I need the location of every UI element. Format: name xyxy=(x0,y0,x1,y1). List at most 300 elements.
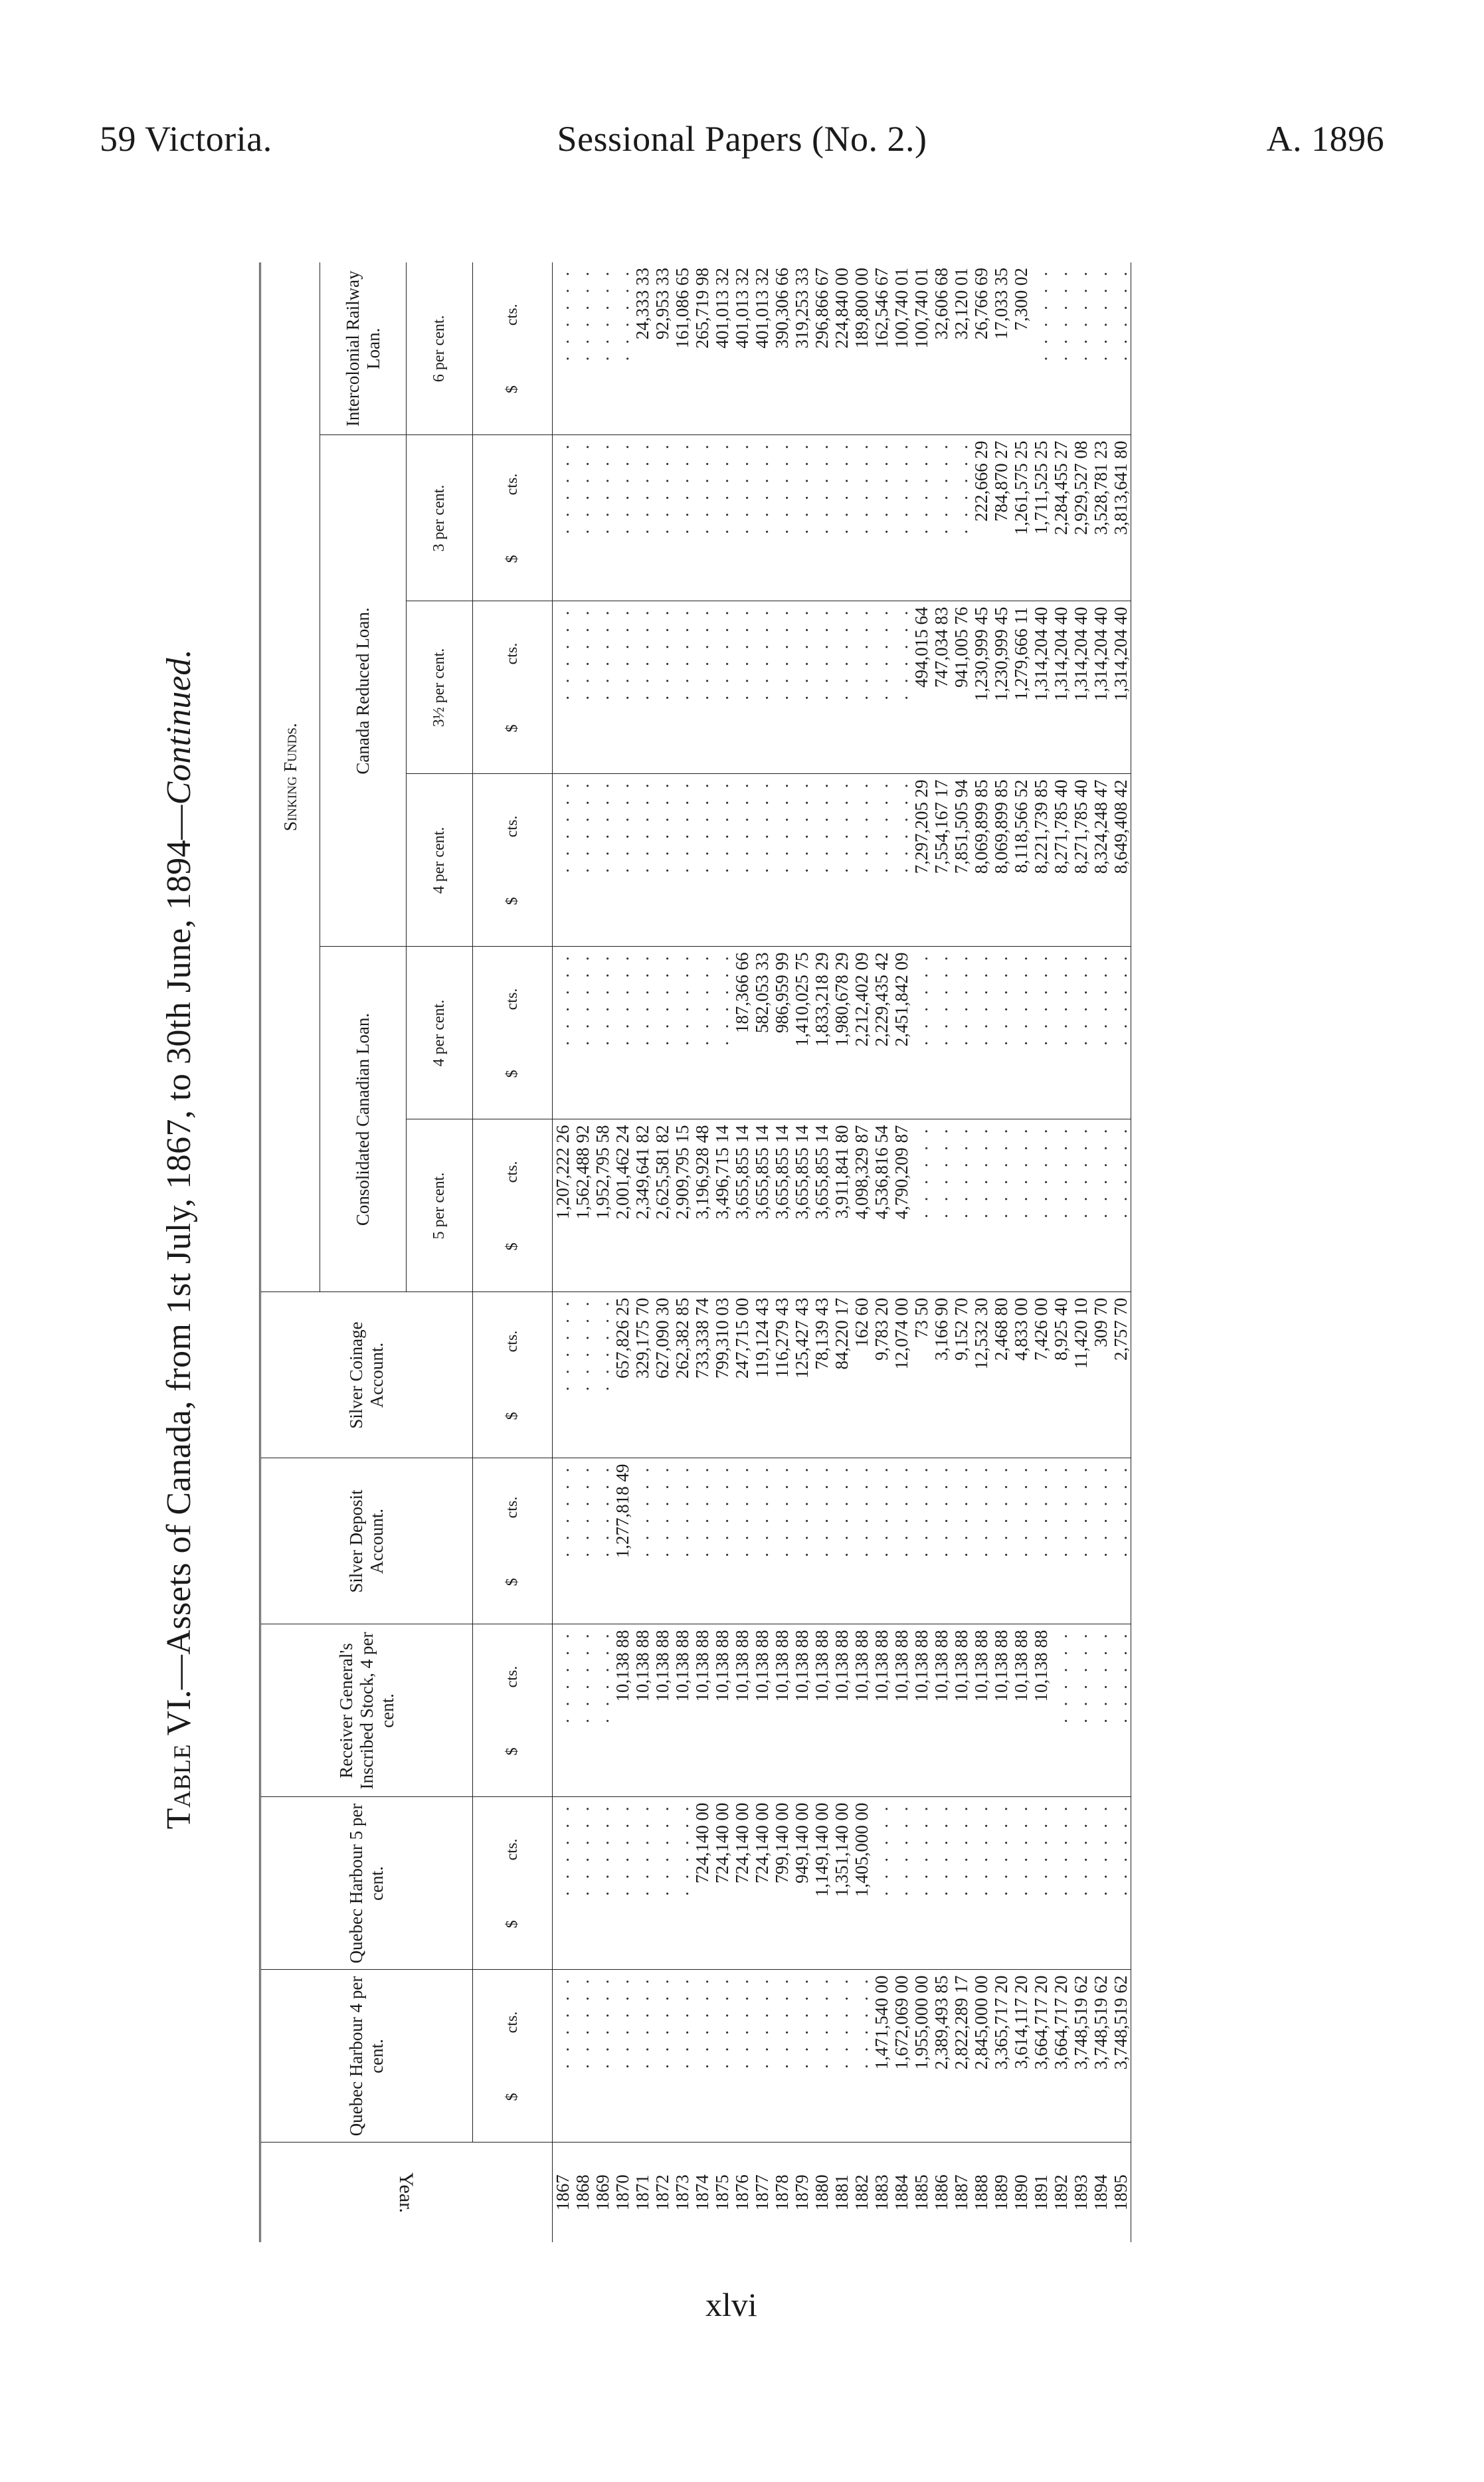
value-cell: 657,826 25 xyxy=(612,1292,632,1458)
year-cell: 1880 xyxy=(812,2174,832,2211)
value-cell: 1,314,204 40 xyxy=(1071,601,1091,774)
value-cell: 125,427 43 xyxy=(792,1292,812,1458)
dotted-cell: . . . . . . xyxy=(832,601,852,774)
value-cell: 3,748,519 62 xyxy=(1071,1970,1091,2143)
reduced-3-5-header: 3½ per cent. xyxy=(407,601,473,774)
dotted-cell: . . . . . . xyxy=(1091,262,1111,435)
value-cell: 32,120 01 xyxy=(951,262,971,435)
table-row xyxy=(553,262,573,2242)
sinking-funds-header: Sinking Funds. xyxy=(260,262,320,1292)
value-cell: 10,138 88 xyxy=(891,1624,911,1797)
value-cell: 8,069,899 85 xyxy=(991,774,1011,947)
dotted-cell: . . . . . . xyxy=(891,601,911,774)
table-row xyxy=(1071,262,1091,2242)
value-cell: 11,420 10 xyxy=(1071,1292,1091,1458)
value-cell: 1,672,069 00 xyxy=(891,1970,911,2143)
table-row xyxy=(692,262,712,2242)
dotted-cell: . . . . . . xyxy=(593,435,612,601)
value-cell: 10,138 88 xyxy=(1011,1624,1031,1797)
value-cell: 2,822,289 17 xyxy=(951,1970,971,2143)
dollar-sign: $ xyxy=(504,1242,521,1251)
year-cell: 1867 xyxy=(553,2174,573,2211)
year-cell: 1888 xyxy=(971,2174,991,2211)
dollar-sign: $ xyxy=(504,1920,521,1929)
units-cell xyxy=(473,1970,553,2143)
value-cell: 784,870 27 xyxy=(991,435,1011,601)
value-cell: 799,140 00 xyxy=(772,1797,792,1970)
dotted-cell: . . . . . . xyxy=(872,774,891,947)
dotted-cell: . . . . . . xyxy=(573,774,593,947)
table-row xyxy=(772,262,792,2242)
dotted-cell: . . . . . . xyxy=(632,1458,652,1624)
value-cell: 10,138 88 xyxy=(672,1624,692,1797)
cents-label: cts. xyxy=(504,1496,521,1519)
dotted-cell: . . . . . . xyxy=(1091,1624,1111,1797)
value-cell: 329,175 70 xyxy=(632,1292,652,1458)
dotted-cell: . . . . . . xyxy=(632,435,652,601)
dotted-cell: . . . . . . xyxy=(573,1970,593,2143)
dotted-cell: . . . . . . xyxy=(1111,1624,1131,1797)
year-cell: 1873 xyxy=(672,2174,692,2211)
value-cell: 10,138 88 xyxy=(712,1624,732,1797)
value-cell: 4,833 00 xyxy=(1011,1292,1031,1458)
header-session: 59 Victoria. xyxy=(100,119,272,159)
table-title-suffix: Continued. xyxy=(160,648,198,805)
dotted-cell: . . . . . . xyxy=(752,774,772,947)
dotted-cell: . . . . . . xyxy=(553,1624,573,1797)
value-cell: 2,212,402 09 xyxy=(852,947,872,1119)
dotted-cell: . . . . . . xyxy=(593,601,612,774)
dotted-cell: . . . . . . xyxy=(792,1970,812,2143)
dotted-cell: . . . . . . xyxy=(872,1797,891,1970)
dotted-cell: . . . . . . xyxy=(1011,1458,1031,1624)
dotted-cell: . . . . . . xyxy=(1011,1119,1031,1292)
value-cell: 10,138 88 xyxy=(812,1624,832,1797)
value-cell: 7,426 00 xyxy=(1031,1292,1051,1458)
dotted-cell: . . . . . . xyxy=(1111,1797,1131,1970)
dotted-cell: . . . . . . xyxy=(1071,1458,1091,1624)
dotted-cell: . . . . . . xyxy=(931,435,951,601)
value-cell: 1,351,140 00 xyxy=(832,1797,852,1970)
page-number: xlvi xyxy=(705,2286,757,2323)
dotted-cell: . . . . . . xyxy=(812,1970,832,2143)
dotted-cell: . . . . . . xyxy=(752,435,772,601)
value-cell: 296,866 67 xyxy=(812,262,832,435)
dotted-cell: . . . . . . xyxy=(1111,1119,1131,1292)
dotted-cell: . . . . . . xyxy=(891,1797,911,1970)
value-cell: 986,959 99 xyxy=(772,947,792,1119)
units-cell xyxy=(473,1624,553,1797)
value-cell: 799,310 03 xyxy=(712,1292,732,1458)
table-row xyxy=(732,262,752,2242)
value-cell: 3,166 90 xyxy=(931,1292,951,1458)
cents-label: cts. xyxy=(504,1330,521,1353)
table-row xyxy=(991,262,1011,2242)
dollar-sign: $ xyxy=(504,724,521,733)
dotted-cell: . . . . . . xyxy=(812,435,832,601)
value-cell: 2,451,842 09 xyxy=(891,947,911,1119)
year-cell: 1877 xyxy=(752,2174,772,2211)
units-cell xyxy=(473,435,553,601)
dotted-cell: . . . . . . xyxy=(632,947,652,1119)
dotted-cell: . . . . . . xyxy=(832,1458,852,1624)
cents-label: cts. xyxy=(504,1666,521,1688)
dotted-cell: . . . . . . xyxy=(652,601,672,774)
dotted-cell: . . . . . . xyxy=(991,947,1011,1119)
value-cell: 1,149,140 00 xyxy=(812,1797,832,1970)
year-cell: 1891 xyxy=(1031,2174,1051,2211)
canada-reduced-loan-header: Canada Reduced Loan. xyxy=(320,435,407,947)
value-cell: 4,536,816 54 xyxy=(872,1119,891,1292)
value-cell: 10,138 88 xyxy=(951,1624,971,1797)
value-cell: 187,366 66 xyxy=(732,947,752,1119)
year-cell: 1868 xyxy=(573,2174,593,2211)
dotted-cell: . . . . . . xyxy=(1071,1119,1091,1292)
value-cell: 1,314,204 40 xyxy=(1051,601,1071,774)
value-cell: 162,546 67 xyxy=(872,262,891,435)
dotted-cell: . . . . . . xyxy=(1031,1797,1051,1970)
dotted-cell: . . . . . . xyxy=(852,774,872,947)
dotted-cell: . . . . . . xyxy=(712,1970,732,2143)
dotted-cell: . . . . . . xyxy=(812,774,832,947)
dotted-cell: . . . . . . xyxy=(573,435,593,601)
dotted-cell: . . . . . . xyxy=(1011,947,1031,1119)
value-cell: 1,955,000 00 xyxy=(911,1970,931,2143)
dotted-cell: . . . . . . xyxy=(1071,947,1091,1119)
dollar-sign: $ xyxy=(504,2093,521,2101)
value-cell: 747,034 83 xyxy=(931,601,951,774)
dotted-cell: . . . . . . xyxy=(1051,262,1071,435)
consolidated-4-header: 4 per cent. xyxy=(407,947,473,1119)
units-cell xyxy=(473,601,553,774)
units-cell xyxy=(473,1292,553,1458)
dotted-cell: . . . . . . xyxy=(593,947,612,1119)
dotted-cell: . . . . . . xyxy=(812,601,832,774)
dotted-cell: . . . . . . xyxy=(1051,947,1071,1119)
dollar-sign: $ xyxy=(504,1412,521,1420)
dotted-cell: . . . . . . xyxy=(712,435,732,601)
dotted-cell: . . . . . . xyxy=(692,601,712,774)
dotted-cell: . . . . . . xyxy=(1091,1119,1111,1292)
dotted-cell: . . . . . . xyxy=(1111,947,1131,1119)
dotted-cell: . . . . . . xyxy=(752,601,772,774)
dotted-cell: . . . . . . xyxy=(553,774,573,947)
value-cell: 2,845,000 00 xyxy=(971,1970,991,2143)
dotted-cell: . . . . . . xyxy=(712,947,732,1119)
table-title-prefix: Table VI. xyxy=(160,1689,198,1830)
dotted-cell: . . . . . . xyxy=(732,435,752,601)
dotted-cell: . . . . . . xyxy=(911,1458,931,1624)
value-cell: 2,468 80 xyxy=(991,1292,1011,1458)
dotted-cell: . . . . . . xyxy=(593,1458,612,1624)
dotted-cell: . . . . . . xyxy=(772,601,792,774)
dotted-cell: . . . . . . xyxy=(931,1797,951,1970)
dotted-cell: . . . . . . xyxy=(652,435,672,601)
dotted-cell: . . . . . . xyxy=(971,1797,991,1970)
year-cell: 1881 xyxy=(832,2174,852,2211)
dotted-cell: . . . . . . xyxy=(593,1292,612,1458)
table-row xyxy=(951,262,971,2242)
value-cell: 582,053 33 xyxy=(752,947,772,1119)
value-cell: 3,365,717 20 xyxy=(991,1970,1011,2143)
value-cell: 733,338 74 xyxy=(692,1292,712,1458)
dotted-cell: . . . . . . xyxy=(612,774,632,947)
value-cell: 3,911,841 80 xyxy=(832,1119,852,1292)
value-cell: 7,554,167 17 xyxy=(931,774,951,947)
dotted-cell: . . . . . . xyxy=(951,1797,971,1970)
dotted-cell: . . . . . . xyxy=(712,1458,732,1624)
value-cell: 8,118,566 52 xyxy=(1011,774,1031,947)
dotted-cell: . . . . . . xyxy=(553,435,573,601)
units-cell xyxy=(473,1797,553,1970)
dotted-cell: . . . . . . xyxy=(573,1292,593,1458)
dotted-cell: . . . . . . xyxy=(852,1970,872,2143)
dotted-cell: . . . . . . xyxy=(553,1797,573,1970)
dotted-cell: . . . . . . xyxy=(692,1970,712,2143)
cents-label: cts. xyxy=(504,815,521,838)
year-cell: 1892 xyxy=(1051,2174,1071,2211)
dotted-cell: . . . . . . xyxy=(612,435,632,601)
intercolonial-6-header: 6 per cent. xyxy=(407,262,473,435)
consolidated-5-header: 5 per cent. xyxy=(407,1119,473,1292)
value-cell: 2,284,455 27 xyxy=(1051,435,1071,601)
value-cell: 92,953 33 xyxy=(652,262,672,435)
dotted-cell: . . . . . . xyxy=(712,774,732,947)
quebec-harbour-5-header: Quebec Harbour 5 per cent. xyxy=(260,1797,473,1970)
value-cell: 3,655,855 14 xyxy=(752,1119,772,1292)
value-cell: 1,980,678 29 xyxy=(832,947,852,1119)
year-cell: 1875 xyxy=(712,2174,732,2211)
units-cell xyxy=(473,1119,553,1292)
value-cell: 8,324,248 47 xyxy=(1091,774,1111,947)
dotted-cell: . . . . . . xyxy=(672,1970,692,2143)
value-cell: 17,033 35 xyxy=(991,262,1011,435)
value-cell: 224,840 00 xyxy=(832,262,852,435)
value-cell: 7,300 02 xyxy=(1011,262,1031,435)
dotted-cell: . . . . . . xyxy=(732,601,752,774)
value-cell: 10,138 88 xyxy=(931,1624,951,1797)
value-cell: 10,138 88 xyxy=(612,1624,632,1797)
year-cell: 1878 xyxy=(772,2174,792,2211)
table-row xyxy=(593,262,612,2242)
header-year: A. 1896 xyxy=(1266,119,1384,159)
dotted-cell: . . . . . . xyxy=(593,1624,612,1797)
dotted-cell: . . . . . . xyxy=(672,774,692,947)
dollar-sign: $ xyxy=(504,897,521,906)
dotted-cell: . . . . . . xyxy=(573,1458,593,1624)
dotted-cell: . . . . . . xyxy=(991,1119,1011,1292)
year-cell: 1883 xyxy=(872,2174,891,2211)
value-cell: 10,138 88 xyxy=(911,1624,931,1797)
dotted-cell: . . . . . . xyxy=(931,1119,951,1292)
value-cell: 2,929,527 08 xyxy=(1071,435,1091,601)
dotted-cell: . . . . . . xyxy=(1051,1624,1071,1797)
year-cell: 1887 xyxy=(951,2174,971,2211)
dotted-cell: . . . . . . xyxy=(632,601,652,774)
value-cell: 949,140 00 xyxy=(792,1797,812,1970)
units-cell xyxy=(473,262,553,435)
table-row xyxy=(652,262,672,2242)
year-cell: 1879 xyxy=(792,2174,812,2211)
year-cell: 1886 xyxy=(931,2174,951,2211)
value-cell: 10,138 88 xyxy=(991,1624,1011,1797)
table-row xyxy=(752,262,772,2242)
value-cell: 84,220 17 xyxy=(832,1292,852,1458)
dotted-cell: . . . . . . xyxy=(1071,1797,1091,1970)
table-row xyxy=(712,262,732,2242)
value-cell: 222,666 29 xyxy=(971,435,991,601)
dollar-sign: $ xyxy=(504,385,521,394)
dotted-cell: . . . . . . xyxy=(573,601,593,774)
value-cell: 10,138 88 xyxy=(1031,1624,1051,1797)
dotted-cell: . . . . . . xyxy=(1111,262,1131,435)
dotted-cell: . . . . . . xyxy=(553,1292,573,1458)
year-cell: 1869 xyxy=(593,2174,612,2211)
dotted-cell: . . . . . . xyxy=(852,601,872,774)
year-cell: 1894 xyxy=(1091,2174,1111,2211)
value-cell: 1,230,999 45 xyxy=(991,601,1011,774)
value-cell: 265,719 98 xyxy=(692,262,712,435)
value-cell: 724,140 00 xyxy=(732,1797,752,1970)
value-cell: 319,253 33 xyxy=(792,262,812,435)
dotted-cell: . . . . . . xyxy=(612,1970,632,2143)
silver-coinage-header: Silver Coinage Account. xyxy=(260,1292,473,1458)
cents-label: cts. xyxy=(504,2011,521,2034)
dotted-cell: . . . . . . xyxy=(612,1797,632,1970)
receiver-general-header: Receiver General's Inscribed Stock, 4 per cent. xyxy=(260,1624,473,1797)
dotted-cell: . . . . . . xyxy=(1051,1119,1071,1292)
value-cell: 1,833,218 29 xyxy=(812,947,832,1119)
year-cell: 1884 xyxy=(891,2174,911,2211)
dotted-cell: . . . . . . xyxy=(652,947,672,1119)
year-cell: 1882 xyxy=(852,2174,872,2211)
reduced-3-header: 3 per cent. xyxy=(407,435,473,601)
dollar-sign: $ xyxy=(504,1747,521,1756)
dotted-cell: . . . . . . xyxy=(632,1797,652,1970)
value-cell: 2,229,435 42 xyxy=(872,947,891,1119)
dotted-cell: . . . . . . xyxy=(792,774,812,947)
dotted-cell: . . . . . . xyxy=(991,1458,1011,1624)
dotted-cell: . . . . . . xyxy=(891,435,911,601)
value-cell: 78,139 43 xyxy=(812,1292,832,1458)
value-cell: 3,655,855 14 xyxy=(792,1119,812,1292)
dotted-cell: . . . . . . xyxy=(692,947,712,1119)
table-row xyxy=(812,262,832,2242)
value-cell: 724,140 00 xyxy=(692,1797,712,1970)
value-cell: 3,496,715 14 xyxy=(712,1119,732,1292)
value-cell: 1,314,204 40 xyxy=(1111,601,1131,774)
dotted-cell: . . . . . . xyxy=(931,1458,951,1624)
value-cell: 724,140 00 xyxy=(712,1797,732,1970)
value-cell: 3,655,855 14 xyxy=(732,1119,752,1292)
dotted-cell: . . . . . . xyxy=(652,774,672,947)
dollar-sign: $ xyxy=(504,555,521,563)
value-cell: 1,410,025 75 xyxy=(792,947,812,1119)
dotted-cell: . . . . . . xyxy=(971,947,991,1119)
dotted-cell: . . . . . . xyxy=(772,1970,792,2143)
dotted-cell: . . . . . . xyxy=(1031,1119,1051,1292)
dotted-cell: . . . . . . xyxy=(772,774,792,947)
value-cell: 401,013 32 xyxy=(752,262,772,435)
dotted-cell: . . . . . . xyxy=(652,1458,672,1624)
value-cell: 247,715 00 xyxy=(732,1292,752,1458)
table-row xyxy=(971,262,991,2242)
table-row xyxy=(632,262,652,2242)
value-cell: 3,664,717 20 xyxy=(1031,1970,1051,2143)
year-cell: 1871 xyxy=(632,2174,652,2211)
dollar-sign: $ xyxy=(504,1070,521,1078)
cents-label: cts. xyxy=(504,642,521,665)
dotted-cell: . . . . . . xyxy=(951,1458,971,1624)
header-sessional-papers: Sessional Papers (No. 2.) xyxy=(557,119,927,159)
value-cell: 12,074 00 xyxy=(891,1292,911,1458)
cents-label: cts. xyxy=(504,473,521,496)
value-cell: 262,382 85 xyxy=(672,1292,692,1458)
dotted-cell: . . . . . . xyxy=(1031,1458,1051,1624)
dotted-cell: . . . . . . xyxy=(872,601,891,774)
year-cell: 1872 xyxy=(652,2174,672,2211)
table-row xyxy=(911,262,931,2242)
dotted-cell: . . . . . . xyxy=(573,1624,593,1797)
value-cell: 12,532 30 xyxy=(971,1292,991,1458)
dotted-cell: . . . . . . xyxy=(672,947,692,1119)
dotted-cell: . . . . . . xyxy=(752,1970,772,2143)
dotted-cell: . . . . . . xyxy=(692,1458,712,1624)
table-row xyxy=(1031,262,1051,2242)
dotted-cell: . . . . . . xyxy=(593,774,612,947)
dotted-cell: . . . . . . xyxy=(553,1970,573,2143)
year-cell: 1890 xyxy=(1011,2174,1031,2211)
value-cell: 10,138 88 xyxy=(652,1624,672,1797)
dotted-cell: . . . . . . xyxy=(612,947,632,1119)
intercolonial-loan-header: Intercolonial Railway Loan. xyxy=(320,262,407,435)
value-cell: 3,664,717 20 xyxy=(1051,1970,1071,2143)
year-header: Year. xyxy=(260,2143,553,2242)
dotted-cell: . . . . . . xyxy=(712,601,732,774)
table-row xyxy=(573,262,593,2242)
dotted-cell: . . . . . . xyxy=(1091,947,1111,1119)
dotted-cell: . . . . . . xyxy=(852,435,872,601)
dotted-cell: . . . . . . xyxy=(553,1458,573,1624)
value-cell: 3,748,519 62 xyxy=(1091,1970,1111,2143)
dotted-cell: . . . . . . xyxy=(1031,947,1051,1119)
silver-deposit-header: Silver Deposit Account. xyxy=(260,1458,473,1624)
dotted-cell: . . . . . . xyxy=(1051,1797,1071,1970)
year-cell: 1895 xyxy=(1111,2143,1131,2242)
assets-table xyxy=(259,262,1131,2242)
value-cell: 1,952,795 58 xyxy=(593,1119,612,1292)
dotted-cell: . . . . . . xyxy=(672,1797,692,1970)
value-cell: 1,277,818 49 xyxy=(612,1458,632,1624)
value-cell: 10,138 88 xyxy=(832,1624,852,1797)
value-cell: 8,221,739 85 xyxy=(1031,774,1051,947)
dotted-cell: . . . . . . xyxy=(911,435,931,601)
value-cell: 189,800 00 xyxy=(852,262,872,435)
value-cell: 3,614,117 20 xyxy=(1011,1970,1031,2143)
dotted-cell: . . . . . . xyxy=(652,1970,672,2143)
dotted-cell: . . . . . . xyxy=(692,774,712,947)
value-cell: 390,306 66 xyxy=(772,262,792,435)
value-cell: 10,138 88 xyxy=(872,1624,891,1797)
table-title-main: —Assets of Canada, from 1st July, 1867, to 30th June, 1894— xyxy=(160,805,198,1690)
dotted-cell: . . . . . . xyxy=(971,1458,991,1624)
value-cell: 8,271,785 40 xyxy=(1071,774,1091,947)
value-cell: 32,606 68 xyxy=(931,262,951,435)
dotted-cell: . . . . . . xyxy=(931,947,951,1119)
table-row xyxy=(832,262,852,2242)
units-cell xyxy=(473,947,553,1119)
value-cell: 4,098,329 87 xyxy=(852,1119,872,1292)
